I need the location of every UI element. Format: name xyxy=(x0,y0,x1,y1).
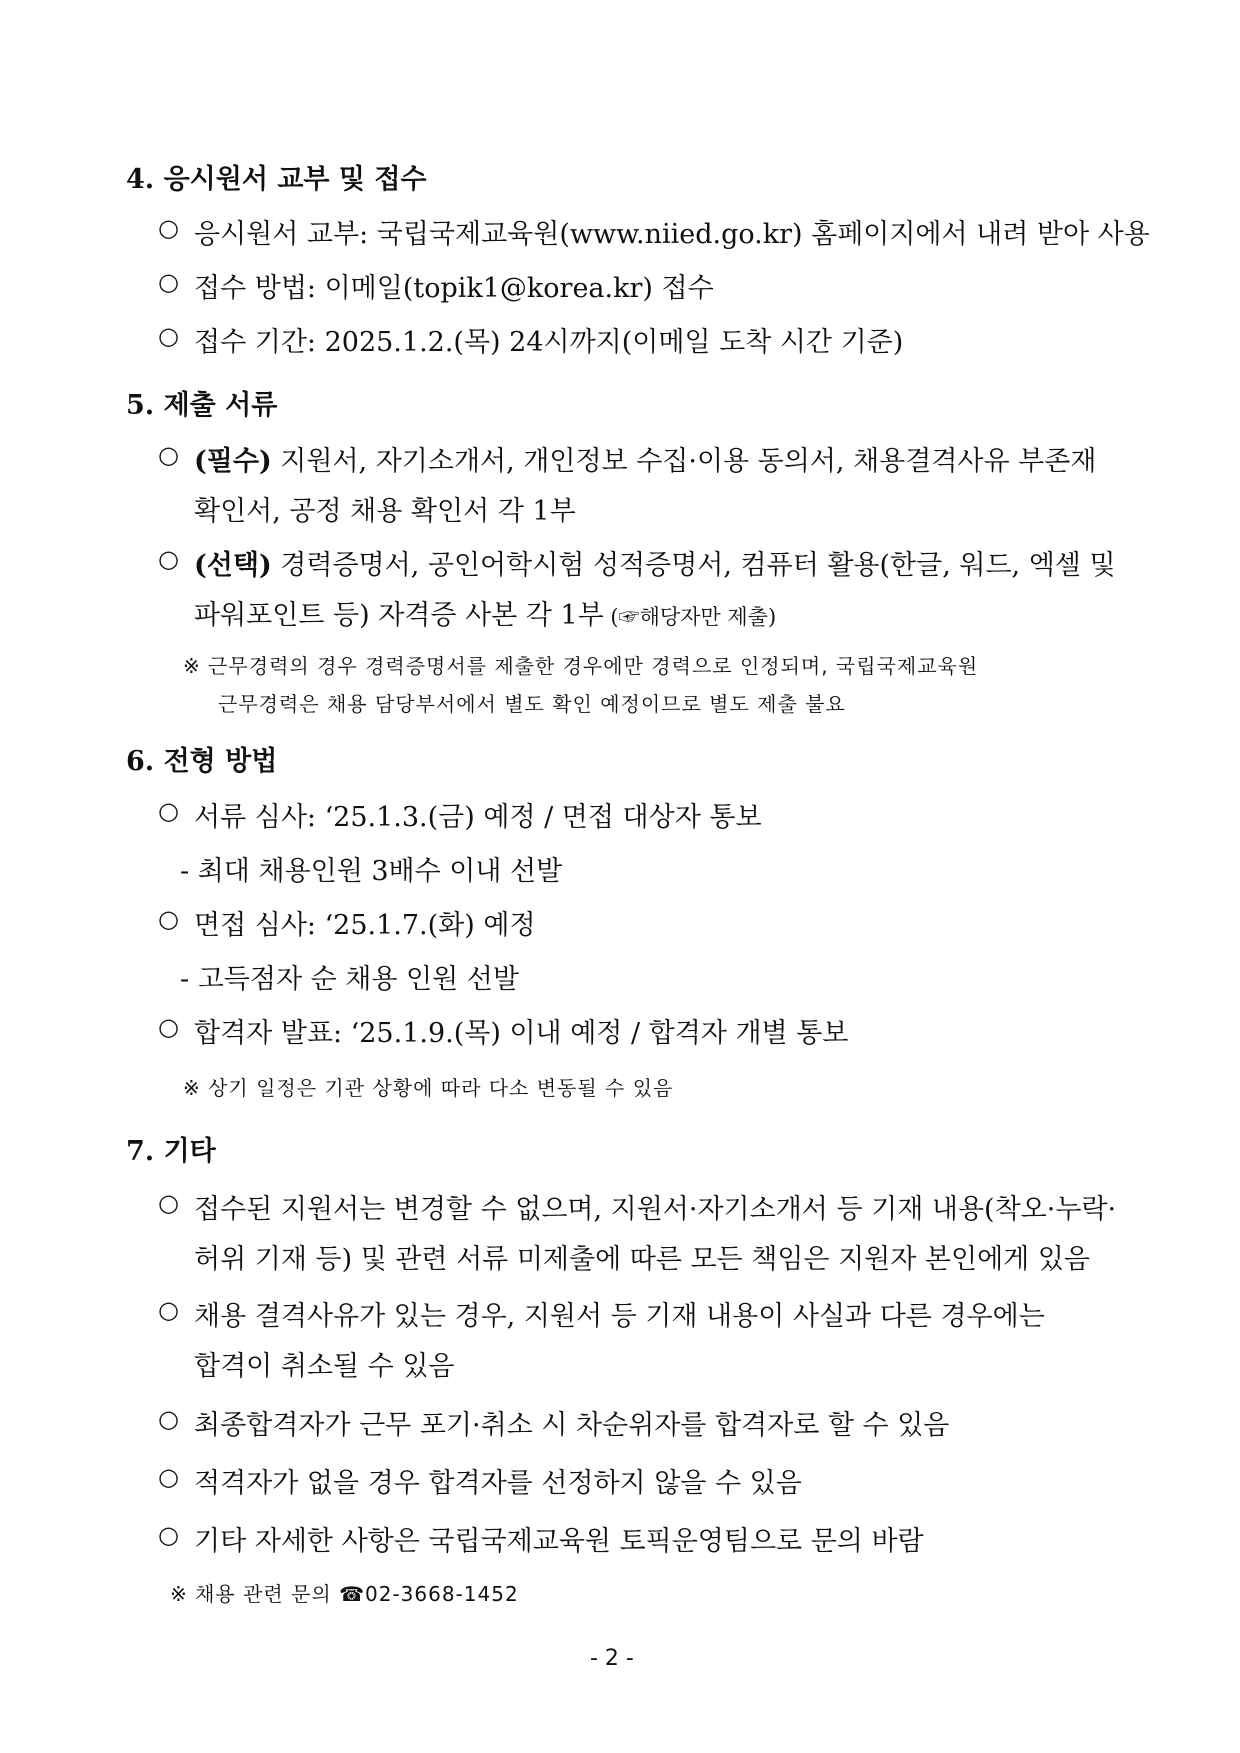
s5-item-1-text: 지원서, 자기소개서, 개인정보 수집·이용 동의서, 채용결격사유 부존재 xyxy=(271,446,1097,477)
s7-item-1-line-1: 접수된 지원서는 변경할 수 없으며, 지원서·자기소개서 등 기재 내용(착오·누락· xyxy=(194,1194,1117,1225)
s7-item-4: 적격자가 없을 경우 합격자를 선정하지 않을 수 있음 xyxy=(194,1468,802,1499)
s6-note: ※ 상기 일정은 기관 상황에 따라 다소 변동될 수 있음 xyxy=(183,1076,674,1100)
s5-item-2-text: 경력증명서, 공인어학시험 성적증명서, 컴퓨터 활용(한글, 워드, 엑셀 및 xyxy=(271,550,1116,581)
s7-item-3: 최종합격자가 근무 포기·취소 시 차순위자를 합격자로 할 수 있음 xyxy=(194,1410,950,1441)
s5-item-2-text-2: 파워포인트 등) 자격증 사본 각 1부 xyxy=(194,600,604,631)
bullet-icon: ○ xyxy=(158,1521,179,1549)
page-number: - 2 - xyxy=(590,1646,634,1671)
bullet-icon: ○ xyxy=(158,1189,179,1217)
s6-item-2: 면접 심사: ‘25.1.7.(화) 예정 xyxy=(194,910,536,941)
s7-item-1-line-2: 허위 기재 등) 및 관련 서류 미제출에 따른 모든 책임은 지원자 본인에게 있음 xyxy=(194,1244,1090,1275)
bullet-icon: ○ xyxy=(158,545,179,573)
applicant-only-note: (☞해당자만 제출) xyxy=(603,605,777,629)
s5-item-1-line-2: 확인서, 공정 채용 확인서 각 1부 xyxy=(194,496,576,527)
s5-item-1-line-1 xyxy=(194,439,1096,478)
bullet-icon: ○ xyxy=(158,214,179,242)
bullet-icon: ○ xyxy=(158,1405,179,1433)
bullet-icon: ○ xyxy=(158,268,179,296)
section-5-heading: 5. 제출 서류 xyxy=(126,390,278,421)
s5-item-2-line-2 xyxy=(194,593,776,632)
s6-item-3: 합격자 발표: ‘25.1.9.(목) 이내 예정 / 합격자 개별 통보 xyxy=(194,1018,849,1049)
s7-item-2-line-1: 채용 결격사유가 있는 경우, 지원서 등 기재 내용이 사실과 다른 경우에는 xyxy=(194,1301,1045,1332)
optional-tag: (선택) xyxy=(194,550,272,581)
bullet-icon: ○ xyxy=(158,797,179,825)
bullet-icon: ○ xyxy=(158,1463,179,1491)
bullet-icon: ○ xyxy=(158,905,179,933)
required-tag: (필수) xyxy=(194,446,272,477)
bullet-icon: ○ xyxy=(158,322,179,350)
bullet-icon: ○ xyxy=(158,1296,179,1324)
s6-item-1: 서류 심사: ‘25.1.3.(금) 예정 / 면접 대상자 통보 xyxy=(194,802,762,833)
section-4-heading: 4. 응시원서 교부 및 접수 xyxy=(126,164,427,195)
s4-item-2: 접수 방법: 이메일(topik1@korea.kr) 접수 xyxy=(194,273,714,304)
s6-item-1-sub: - 최대 채용인원 3배수 이내 선발 xyxy=(180,856,563,887)
s4-item-3: 접수 기간: 2025.1.2.(목) 24시까지(이메일 도착 시간 기준) xyxy=(194,327,904,358)
s7-item-5: 기타 자세한 사항은 국립국제교육원 토픽운영팀으로 문의 바람 xyxy=(194,1526,924,1557)
s6-item-2-sub: - 고득점자 순 채용 인원 선발 xyxy=(180,964,519,995)
bullet-icon: ○ xyxy=(158,441,179,469)
s5-note-line-1: ※ 근무경력의 경우 경력증명서를 제출한 경우에만 경력으로 인정되며, 국립국제교육원 xyxy=(183,654,979,678)
bullet-icon: ○ xyxy=(158,1013,179,1041)
s5-note-line-2: 근무경력은 채용 담당부서에서 별도 확인 예정이므로 별도 제출 불요 xyxy=(218,692,846,716)
s5-item-2-line-1 xyxy=(194,543,1116,582)
contact-note: ※ 채용 관련 문의 ☎02-3668-1452 xyxy=(170,1582,519,1606)
section-7-heading: 7. 기타 xyxy=(126,1136,216,1167)
s4-item-1: 응시원서 교부: 국립국제교육원(www.niied.go.kr) 홈페이지에서 내려 받아 사용 xyxy=(194,219,1150,250)
s7-item-2-line-2: 합격이 취소될 수 있음 xyxy=(194,1351,455,1382)
section-6-heading: 6. 전형 방법 xyxy=(126,746,278,777)
